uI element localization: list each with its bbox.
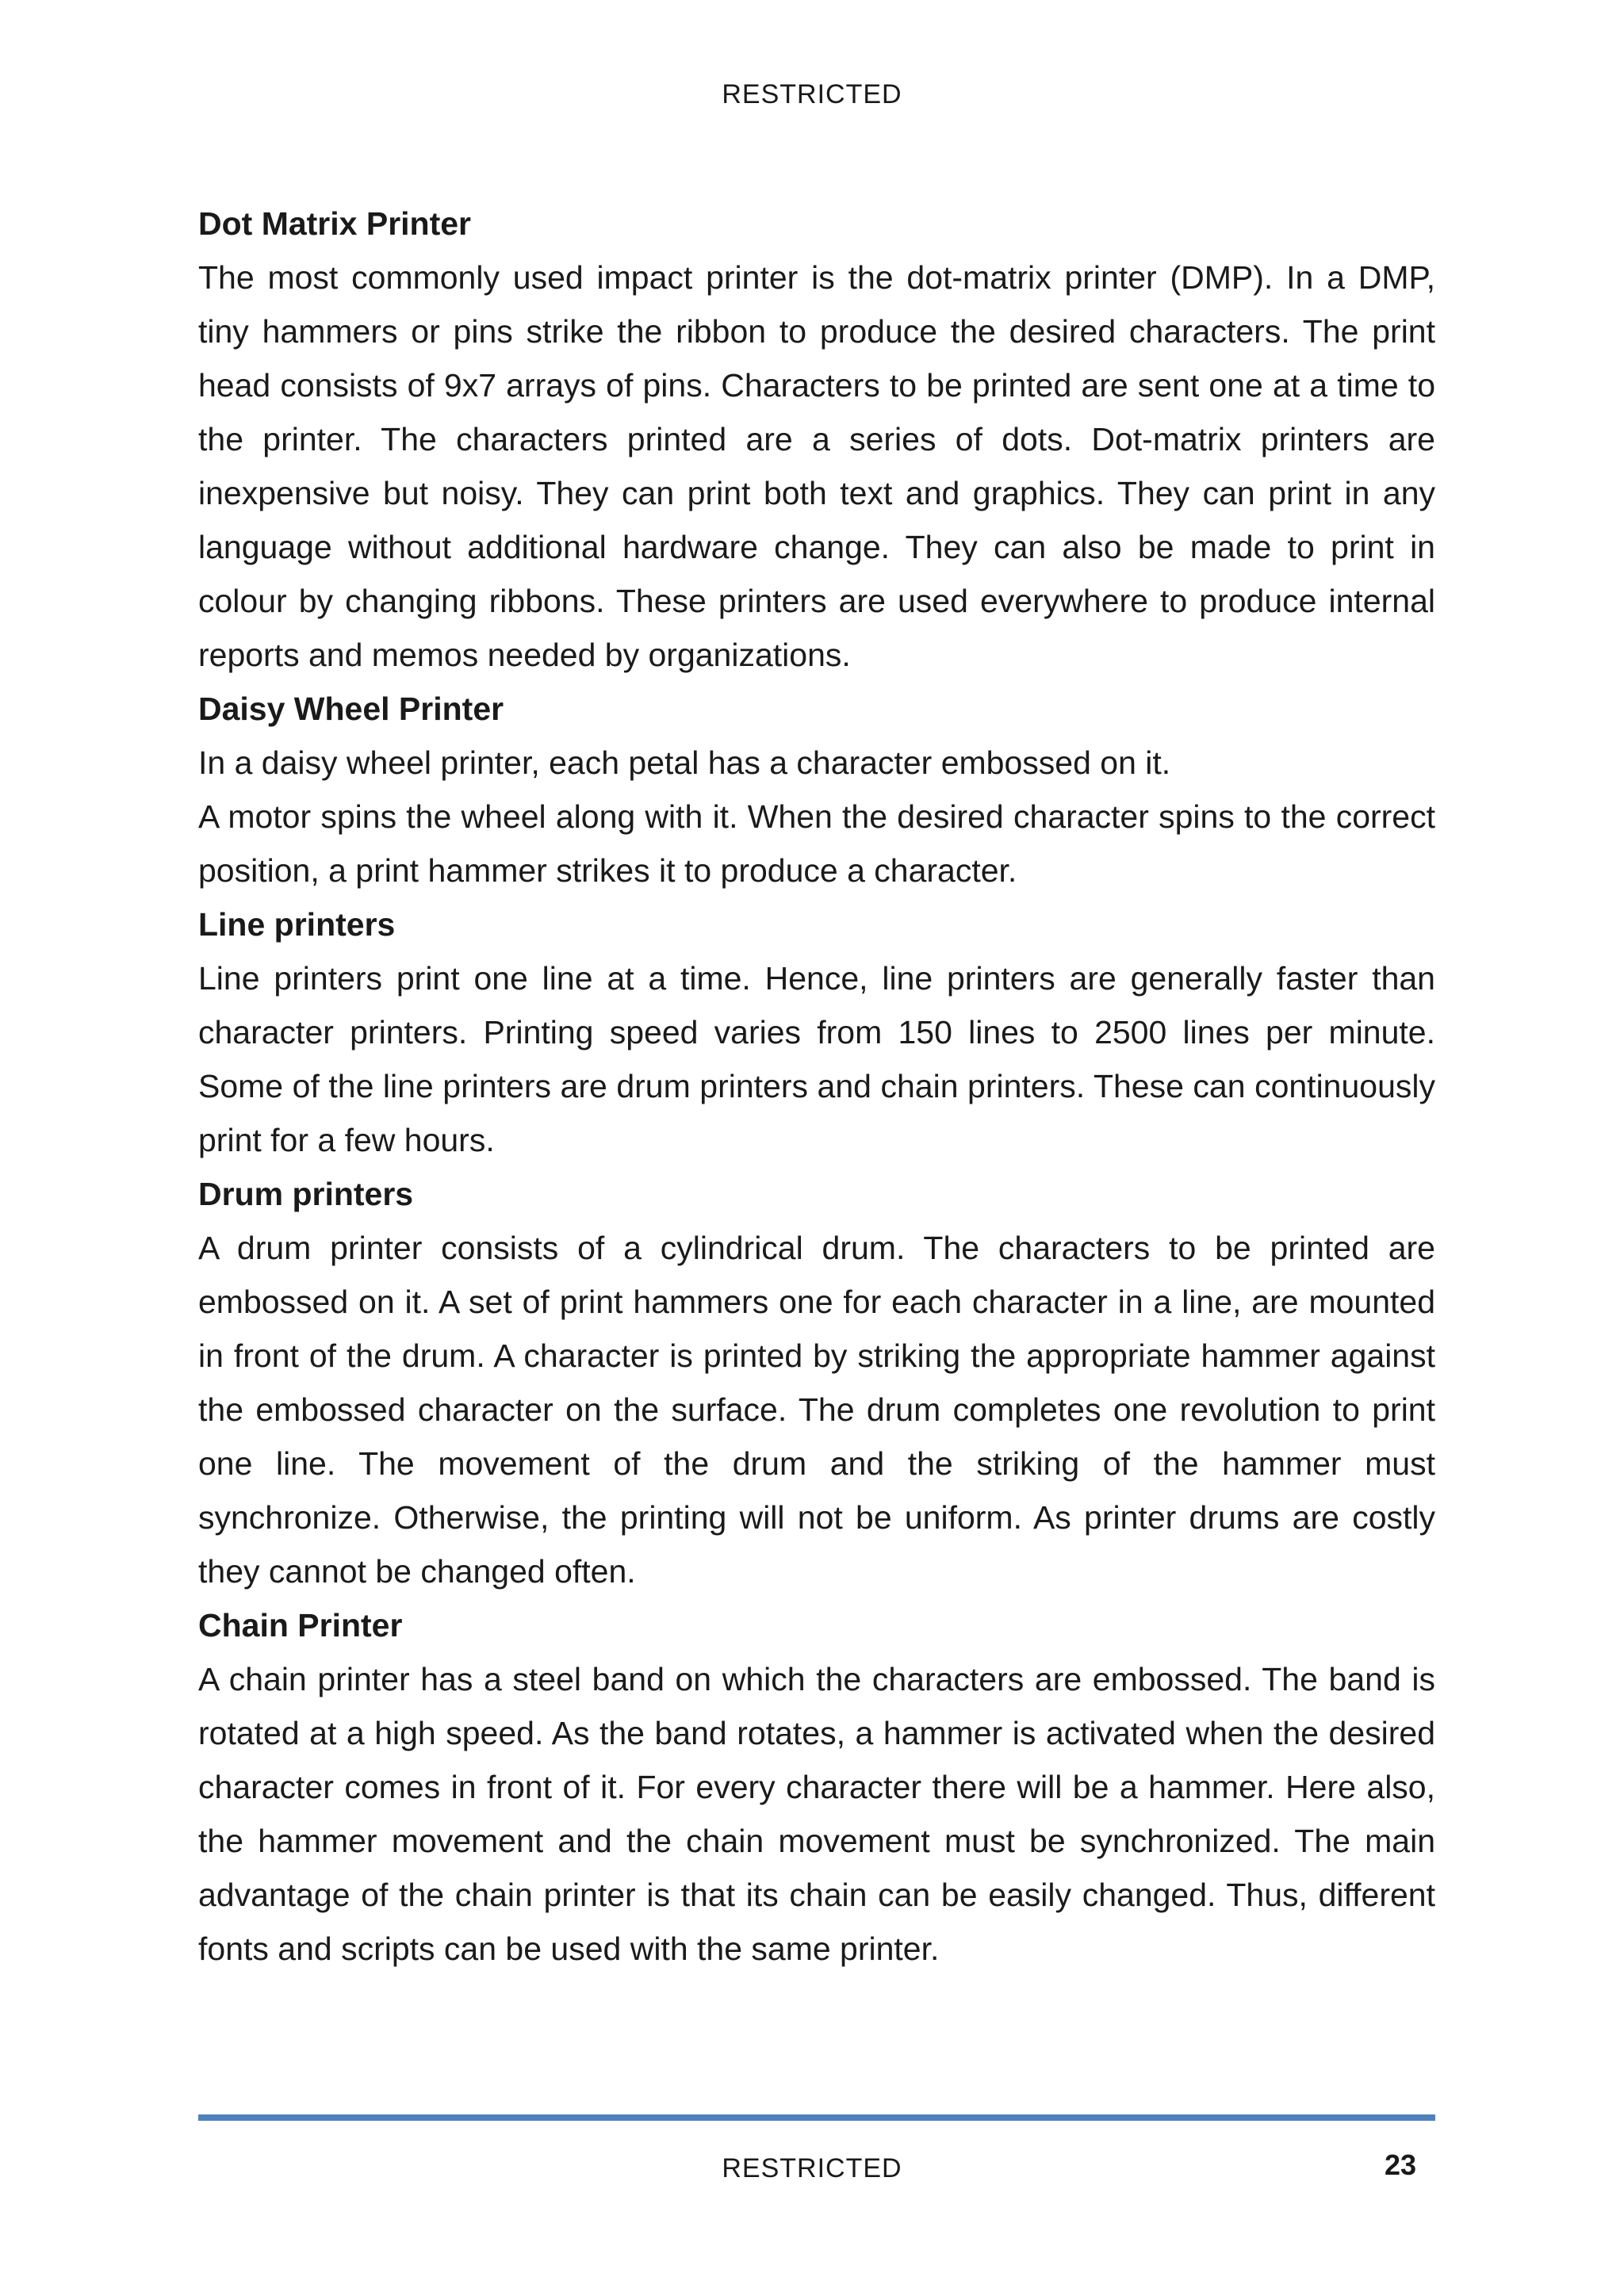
section-paragraph: Line printers print one line at a time. Hence, line printers are generally faster than character printers. Printing speed varies from 150 lines to 2500 lines per minute. Some of the line printers are drum printers and chain printers. These can continuously print for a few hours. xyxy=(198,960,1435,1158)
section-heading: Chain Printer xyxy=(198,1607,403,1644)
section-paragraph: A drum printer consists of a cylindrical drum. The characters to be printed are embossed on it. A set of print hammers one for each character in a line, are mounted in front of the drum. A character is printed by striking the appropriate hammer against the embossed character on the surface. The drum completes one revolution to print one line. The movement of the drum and the striking of the hammer must synchronize. Otherwise, the printing will not be uniform. As printer drums are costly they cannot be changed often. xyxy=(198,1230,1435,1590)
footer-divider xyxy=(198,2114,1435,2121)
header-classification: RESTRICTED xyxy=(722,79,902,109)
section-heading: Dot Matrix Printer xyxy=(198,205,471,242)
section-paragraph: In a daisy wheel printer, each petal has a character embossed on it. xyxy=(198,744,1171,781)
section-daisy-wheel-printer xyxy=(198,682,1435,897)
section-drum-printers xyxy=(198,1167,1435,1598)
footer-classification: RESTRICTED xyxy=(722,2153,902,2183)
section-chain-printer xyxy=(198,1598,1435,1976)
section-paragraph: A chain printer has a steel band on which the characters are embossed. The band is rotated at a high speed. As the band rotates, a hammer is activated when the desired character comes in front of it. For every character there will be a hammer. Here also, the hammer movement and the chain movement must be synchronized. The main advantage of the chain printer is that its chain can be easily changed. Thus, different fonts and scripts can be used with the same printer. xyxy=(198,1661,1435,1967)
main-content xyxy=(198,197,1435,1976)
section-heading: Line printers xyxy=(198,906,396,943)
section-heading: Daisy Wheel Printer xyxy=(198,691,504,727)
section-paragraph: A motor spins the wheel along with it. When the desired character spins to the correct position, a print hammer strikes it to produce a character. xyxy=(198,798,1435,889)
page-number: 23 xyxy=(1384,2149,1416,2181)
section-heading: Drum printers xyxy=(198,1176,414,1212)
section-dot-matrix-printer xyxy=(198,197,1435,682)
section-line-printers xyxy=(198,897,1435,1167)
section-paragraph: The most commonly used impact printer is the dot-matrix printer (DMP). In a DMP, tiny hammers or pins strike the ribbon to produce the desired characters. The print head consists of 9x7 arrays of pins. Characters to be printed are sent one at a time to the printer. The characters printed are a series of dots. Dot-matrix printers are inexpensive but noisy. They can print both text and graphics. They can print in any language without additional hardware change. They can also be made to print in colour by changing ribbons. These printers are used everywhere to produce internal reports and memos needed by organizations. xyxy=(198,259,1435,673)
